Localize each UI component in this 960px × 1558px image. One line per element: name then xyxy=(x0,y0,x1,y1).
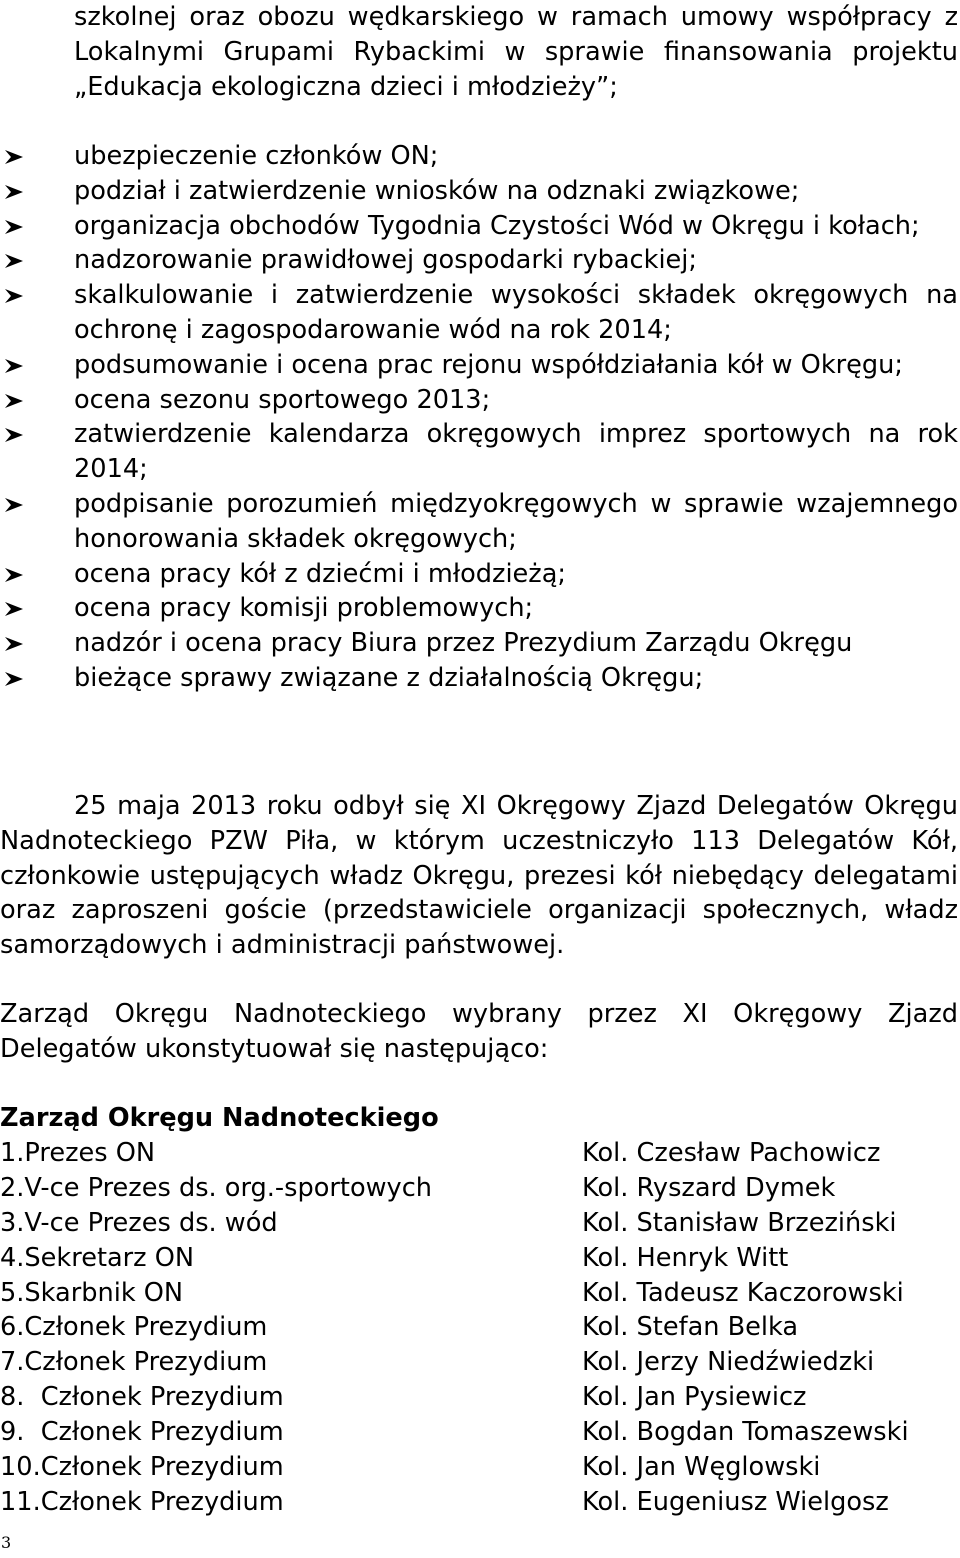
list-item xyxy=(0,417,958,487)
list-item xyxy=(0,557,958,592)
member-name: Kol. Tadeusz Kaczorowski xyxy=(582,1277,904,1308)
board-member-row xyxy=(0,1171,958,1206)
list-item xyxy=(0,591,958,626)
member-name: Kol. Stanisław Brzeziński xyxy=(582,1207,897,1238)
arrowhead-bullet-icon xyxy=(4,288,24,304)
member-name: Kol. Ryszard Dymek xyxy=(582,1172,836,1203)
list-item xyxy=(0,383,958,418)
member-role: 2.V-ce Prezes ds. org.-sportowych xyxy=(0,1172,432,1203)
board-member-row xyxy=(0,1136,958,1171)
arrowhead-bullet-icon xyxy=(4,393,24,409)
list-item-text: podsumowanie i ocena prac rejonu współdziałania kół w Okręgu; xyxy=(74,349,903,380)
list-item xyxy=(0,278,958,348)
congress-paragraph xyxy=(0,789,958,963)
list-item-text: ocena pracy kół z dziećmi i młodzieżą; xyxy=(74,558,567,589)
member-role: 8. Członek Prezydium xyxy=(0,1382,284,1413)
member-role: 11.Członek Prezydium xyxy=(0,1486,284,1517)
arrowhead-bullet-icon xyxy=(4,601,24,617)
board-member-row xyxy=(0,1450,958,1485)
member-role: 5.Skarbnik ON xyxy=(0,1277,184,1308)
list-item-text: zatwierdzenie kalendarza okręgowych imprez sportowych na rok 2014; xyxy=(74,419,958,485)
list-item xyxy=(0,626,958,661)
intro-text: szkolnej oraz obozu wędkarskiego w ramach umowy współpracy z Lokalnymi Grupami Rybackimi w sprawie finansowania projektu „Edukacja ekologiczna dzieci i młodzieży”; xyxy=(74,2,958,102)
member-role: 10.Członek Prezydium xyxy=(0,1452,284,1483)
arrowhead-bullet-icon xyxy=(4,149,24,165)
list-item-text: ocena pracy komisji problemowych; xyxy=(74,593,534,624)
list-item-text: skalkulowanie i zatwierdzenie wysokości składek okręgowych na ochronę i zagospodarowanie wód na rok 2014; xyxy=(74,280,958,345)
arrowhead-bullet-icon xyxy=(4,567,24,583)
arrowhead-bullet-icon xyxy=(4,427,24,443)
board-constitution-paragraph: Zarząd Okręgu Nadnoteckiego wybrany przez XI Okręgowy Zjazd Delegatów ukonstytuował się następująco: xyxy=(0,999,958,1064)
arrowhead-bullet-icon xyxy=(4,219,24,235)
list-item xyxy=(0,348,958,383)
member-name: Kol. Stefan Belka xyxy=(582,1312,799,1343)
arrowhead-bullet-icon xyxy=(4,184,24,200)
member-name: Kol. Czesław Pachowicz xyxy=(582,1138,881,1168)
list-item-text: podpisanie porozumień międzyokręgowych w sprawie wzajemnego honorowania składek okręgowych; xyxy=(74,488,958,554)
board-member-row xyxy=(0,1241,958,1276)
member-name: Kol. Jan Węglowski xyxy=(582,1452,821,1483)
member-role: 1.Prezes ON xyxy=(0,1138,156,1168)
member-role: 6.Członek Prezydium xyxy=(0,1312,268,1343)
board-members-list xyxy=(0,1136,958,1520)
board-member-row xyxy=(0,1415,958,1450)
list-item xyxy=(0,139,958,174)
list-item-text: nadzorowanie prawidłowej gospodarki rybackiej; xyxy=(74,245,698,276)
arrowhead-bullet-icon xyxy=(4,497,24,513)
list-item xyxy=(0,243,958,278)
board-member-row xyxy=(0,1380,958,1415)
member-role: 7.Członek Prezydium xyxy=(0,1347,268,1378)
list-item-text: ubezpieczenie członków ON; xyxy=(74,141,439,171)
board-member-row xyxy=(0,1485,958,1520)
member-role: 3.V-ce Prezes ds. wód xyxy=(0,1207,278,1238)
board-heading: Zarząd Okręgu Nadnoteckiego xyxy=(0,1103,439,1133)
board-member-row xyxy=(0,1310,958,1345)
list-item-text: bieżące sprawy związane z działalnością Okręgu; xyxy=(74,662,704,693)
member-name: Kol. Bogdan Tomaszewski xyxy=(582,1417,909,1448)
task-list xyxy=(0,139,960,696)
member-role: 4.Sekretarz ON xyxy=(0,1242,195,1273)
list-item xyxy=(0,487,958,557)
member-name: Kol. Jan Pysiewicz xyxy=(582,1382,807,1413)
board-member-row xyxy=(0,1345,958,1380)
page-number: 3 xyxy=(1,1533,12,1552)
arrowhead-bullet-icon xyxy=(4,358,24,374)
list-item-text: organizacja obchodów Tygodnia Czystości Wód w Okręgu i kołach; xyxy=(74,210,920,241)
list-item-text: nadzór i ocena pracy Biura przez Prezydium Zarządu Okręgu xyxy=(74,628,853,659)
list-item xyxy=(0,209,958,244)
board-member-row xyxy=(0,1276,958,1311)
arrowhead-bullet-icon xyxy=(4,253,24,269)
member-name: Kol. Jerzy Niedźwiedzki xyxy=(582,1347,875,1378)
member-role: 9. Członek Prezydium xyxy=(0,1417,284,1448)
arrowhead-bullet-icon xyxy=(4,671,24,687)
list-item xyxy=(0,174,958,209)
list-item xyxy=(0,661,958,696)
list-item-text: ocena sezonu sportowego 2013; xyxy=(74,384,491,415)
arrowhead-bullet-icon xyxy=(4,636,24,652)
congress-paragraph-text: 25 maja 2013 roku odbył się XI Okręgowy Zjazd Delegatów Okręgu Nadnoteckiego PZW Piła, w którym uczestniczyło 113 Delegatów Kół, członkowie ustępujących władz Okręgu, prezesi kół niebędący delegatami oraz zaproszeni goście (przedstawiciele organizacji społecznych, władz samorządowych i administracji państwowej. xyxy=(0,791,958,961)
member-name: Kol. Eugeniusz Wielgosz xyxy=(582,1486,889,1517)
member-name: Kol. Henryk Witt xyxy=(582,1242,789,1273)
board-member-row xyxy=(0,1206,958,1241)
list-item-text: podział i zatwierdzenie wniosków na odznaki związkowe; xyxy=(74,175,800,206)
